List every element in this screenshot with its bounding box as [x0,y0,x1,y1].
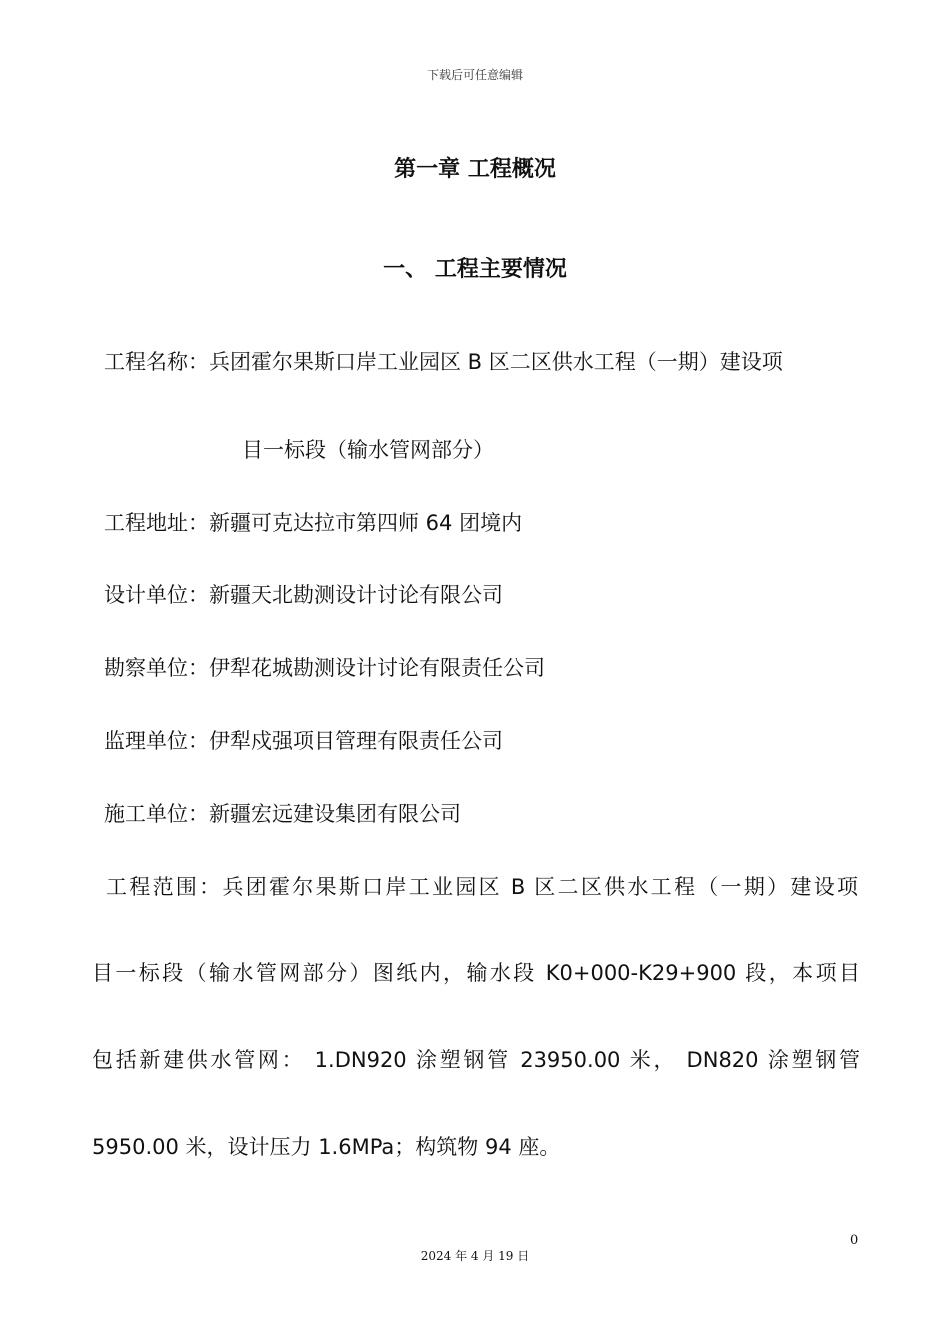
page-header-note: 下载后可任意编辑 [426,68,523,82]
supervision-unit-row [104,725,503,755]
design-unit-label: 设计单位： [104,583,209,607]
design-unit-row [104,579,503,609]
project-address-row [104,507,522,537]
construction-unit-value: 新疆宏远建设集团有限公司 [209,802,461,826]
project-name-row [104,346,783,376]
survey-unit-label: 勘察单位： [104,656,209,680]
project-scope-line-4: 5950.00 米，设计压力 1.6MPa；构筑物 94 座。 [92,1135,561,1159]
survey-unit-row [104,652,545,682]
section-title: 一、 工程主要情况 [383,257,567,282]
construction-unit-label: 施工单位： [104,802,209,826]
project-address-label: 工程地址： [104,511,209,535]
construction-unit-row [104,798,461,828]
project-address-value: 新疆可克达拉市第四师 64 团境内 [209,511,523,535]
chapter-title: 第一章 工程概况 [394,157,556,182]
design-unit-value: 新疆天北勘测设计讨论有限公司 [209,583,503,607]
project-name-label: 工程名称： [104,350,209,374]
footer-date: 2024 年 4 月 19 日 [420,1249,530,1263]
project-name-value: 兵团霍尔果斯口岸工业园区 B 区二区供水工程（一期）建设项 [209,350,783,374]
page-number: 0 [850,1233,859,1248]
project-scope-line-2: 目一标段（输水管网部分）图纸内，输水段 K0+000-K29+900 段，本项目 [92,961,860,985]
supervision-unit-label: 监理单位： [104,729,209,753]
supervision-unit-value: 伊犁戍强项目管理有限责任公司 [209,729,503,753]
project-scope-line-1: 工程范围：兵团霍尔果斯口岸工业园区 B 区二区供水工程（一期）建设项 [106,875,858,899]
project-scope-line-3: 包括新建供水管网： 1.DN920 涂塑钢管 23950.00 米， DN820 涂塑钢管 [92,1048,860,1072]
survey-unit-value: 伊犁花城勘测设计讨论有限责任公司 [209,656,545,680]
project-name-value-continued: 目一标段（输水管网部分） [242,438,494,462]
